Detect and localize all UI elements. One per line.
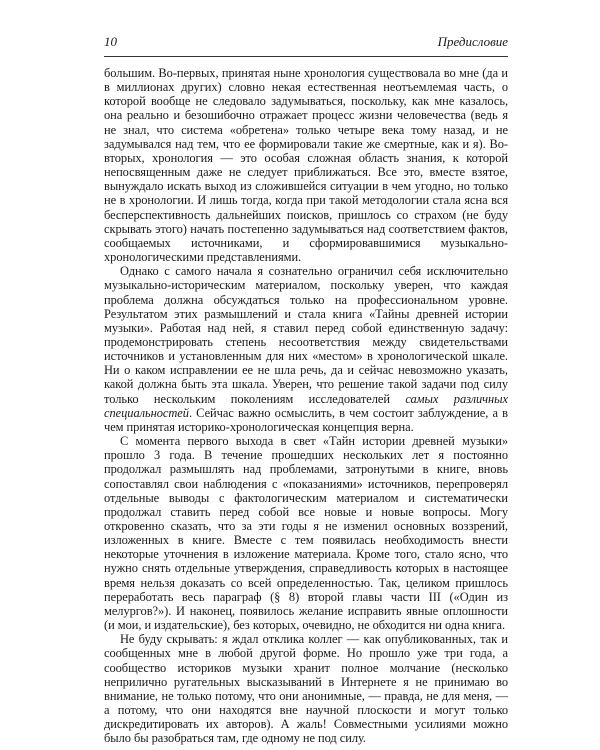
paragraph-1: большим. Во-первых, принятая ныне хронология существовала во мне (да и в миллионах других) словно некая естественная неотъемлемая часть, о которой вообще не следовало задумываться, поскольку, как мне казалось, она реально и безошибочно отражает процесс жизни человечества (ведь я не знал, что система «обретена» только четыре века тому назад, и не задумывался над тем, что ее формировали такие же смертные, как и я). Во-вторых, хронология — это особая сложная область знания, к которой непосвященным даже не следует приближаться. Все это, вместе взятое, вынуждало искать выход из сложившейся ситуации в чем угодно, но только не в хронологии. И лишь тогда, когда при такой методологии стала ясна вся бесперспективность дальнейших поисков, пришлось со страхом (не буду скрывать этого) начать постепенно задумываться над соответствием фактов, сообщаемых источниками, и сформировавшимися музыкально-хронологическими представлениями. [104,66,508,265]
header-rule [104,56,508,57]
paragraph-4: Не буду скрывать: я ждал отклика коллег — как опубликованных, так и сообщенных мне в любой другой форме. Но прошло уже три года, а сообщество историков музыки хранит полное молчание (несколько неприлично ругательных высказываний в Интернете я не принимаю во внимание, не только потому, что они анонимные, — правда, не для меня, — а потому, что они находятся вне научной плоскости и могут только дискредитировать их авторов). А жаль! Совместными усилиями можно было бы разобраться там, где одному не под силу. [104,632,508,746]
page-number: 10 [104,34,117,49]
paragraph-3: С момента первого выхода в свет «Тайн истории древней музыки» прошло 3 года. В течение прошедших нескольких лет я постоянно продолжал размышлять над проблемами, затронутыми в книге, вновь сопоставлял свои наблюдения с «показаниями» источников, перепроверял отдельные выводы с фактологическим материалом и систематически продолжал ставить перед собой все новые и новые вопросы. Могу откровенно сказать, что за эти годы я не изменил основных воззрений, изложенных в книге. Вместе с тем появилась необходимость внести некоторые уточнения в изложение материала. Кроме того, стало ясно, что нужно снять отдельные утверждения, справедливость которых в настоящее время нельзя доказать со всей определенностью. Так, целиком пришлось переработать весь параграф (§ 8) второй главы части III («Один из мелургов?»). И наконец, появилось желание исправить явные оплошности (и мои, и издательские), без которых, очевидно, не обходится ни одна книга. [104,434,508,633]
paragraph-2-text-before: Однако с самого начала я сознательно ограничил себя исключительно музыкально-историческим материалом, поскольку уверен, что каждая проблема должна обсуждаться только на профессиональном уровне. Результатом этих размышлений и стала книга «Тайны древней истории музыки». Работая над ней, я ставил перед собой единственную задачу: продемонстрировать степень несоответствия между свидетельствами источников и установленным для них «местом» в хронологической шкале. Ни о каком исправлении ее не шла речь, да и сейчас невозможно указать, какой должна быть эта шкала. Уверен, что решение такой задачи под силу только нескольким поколениям исследователей [104,264,508,406]
paragraph-2-emphasis: самых различных специальностей [104,391,509,420]
paragraph-2-text-after: . Сейчас важно осмыслить, в чем состоит заблуждение, а в чем принятая историко-хронологическая концепция верна. [104,405,508,434]
running-header [104,34,508,54]
paragraph-2 [104,264,508,434]
running-title: Предисловие [437,34,508,49]
body-text [104,66,508,746]
